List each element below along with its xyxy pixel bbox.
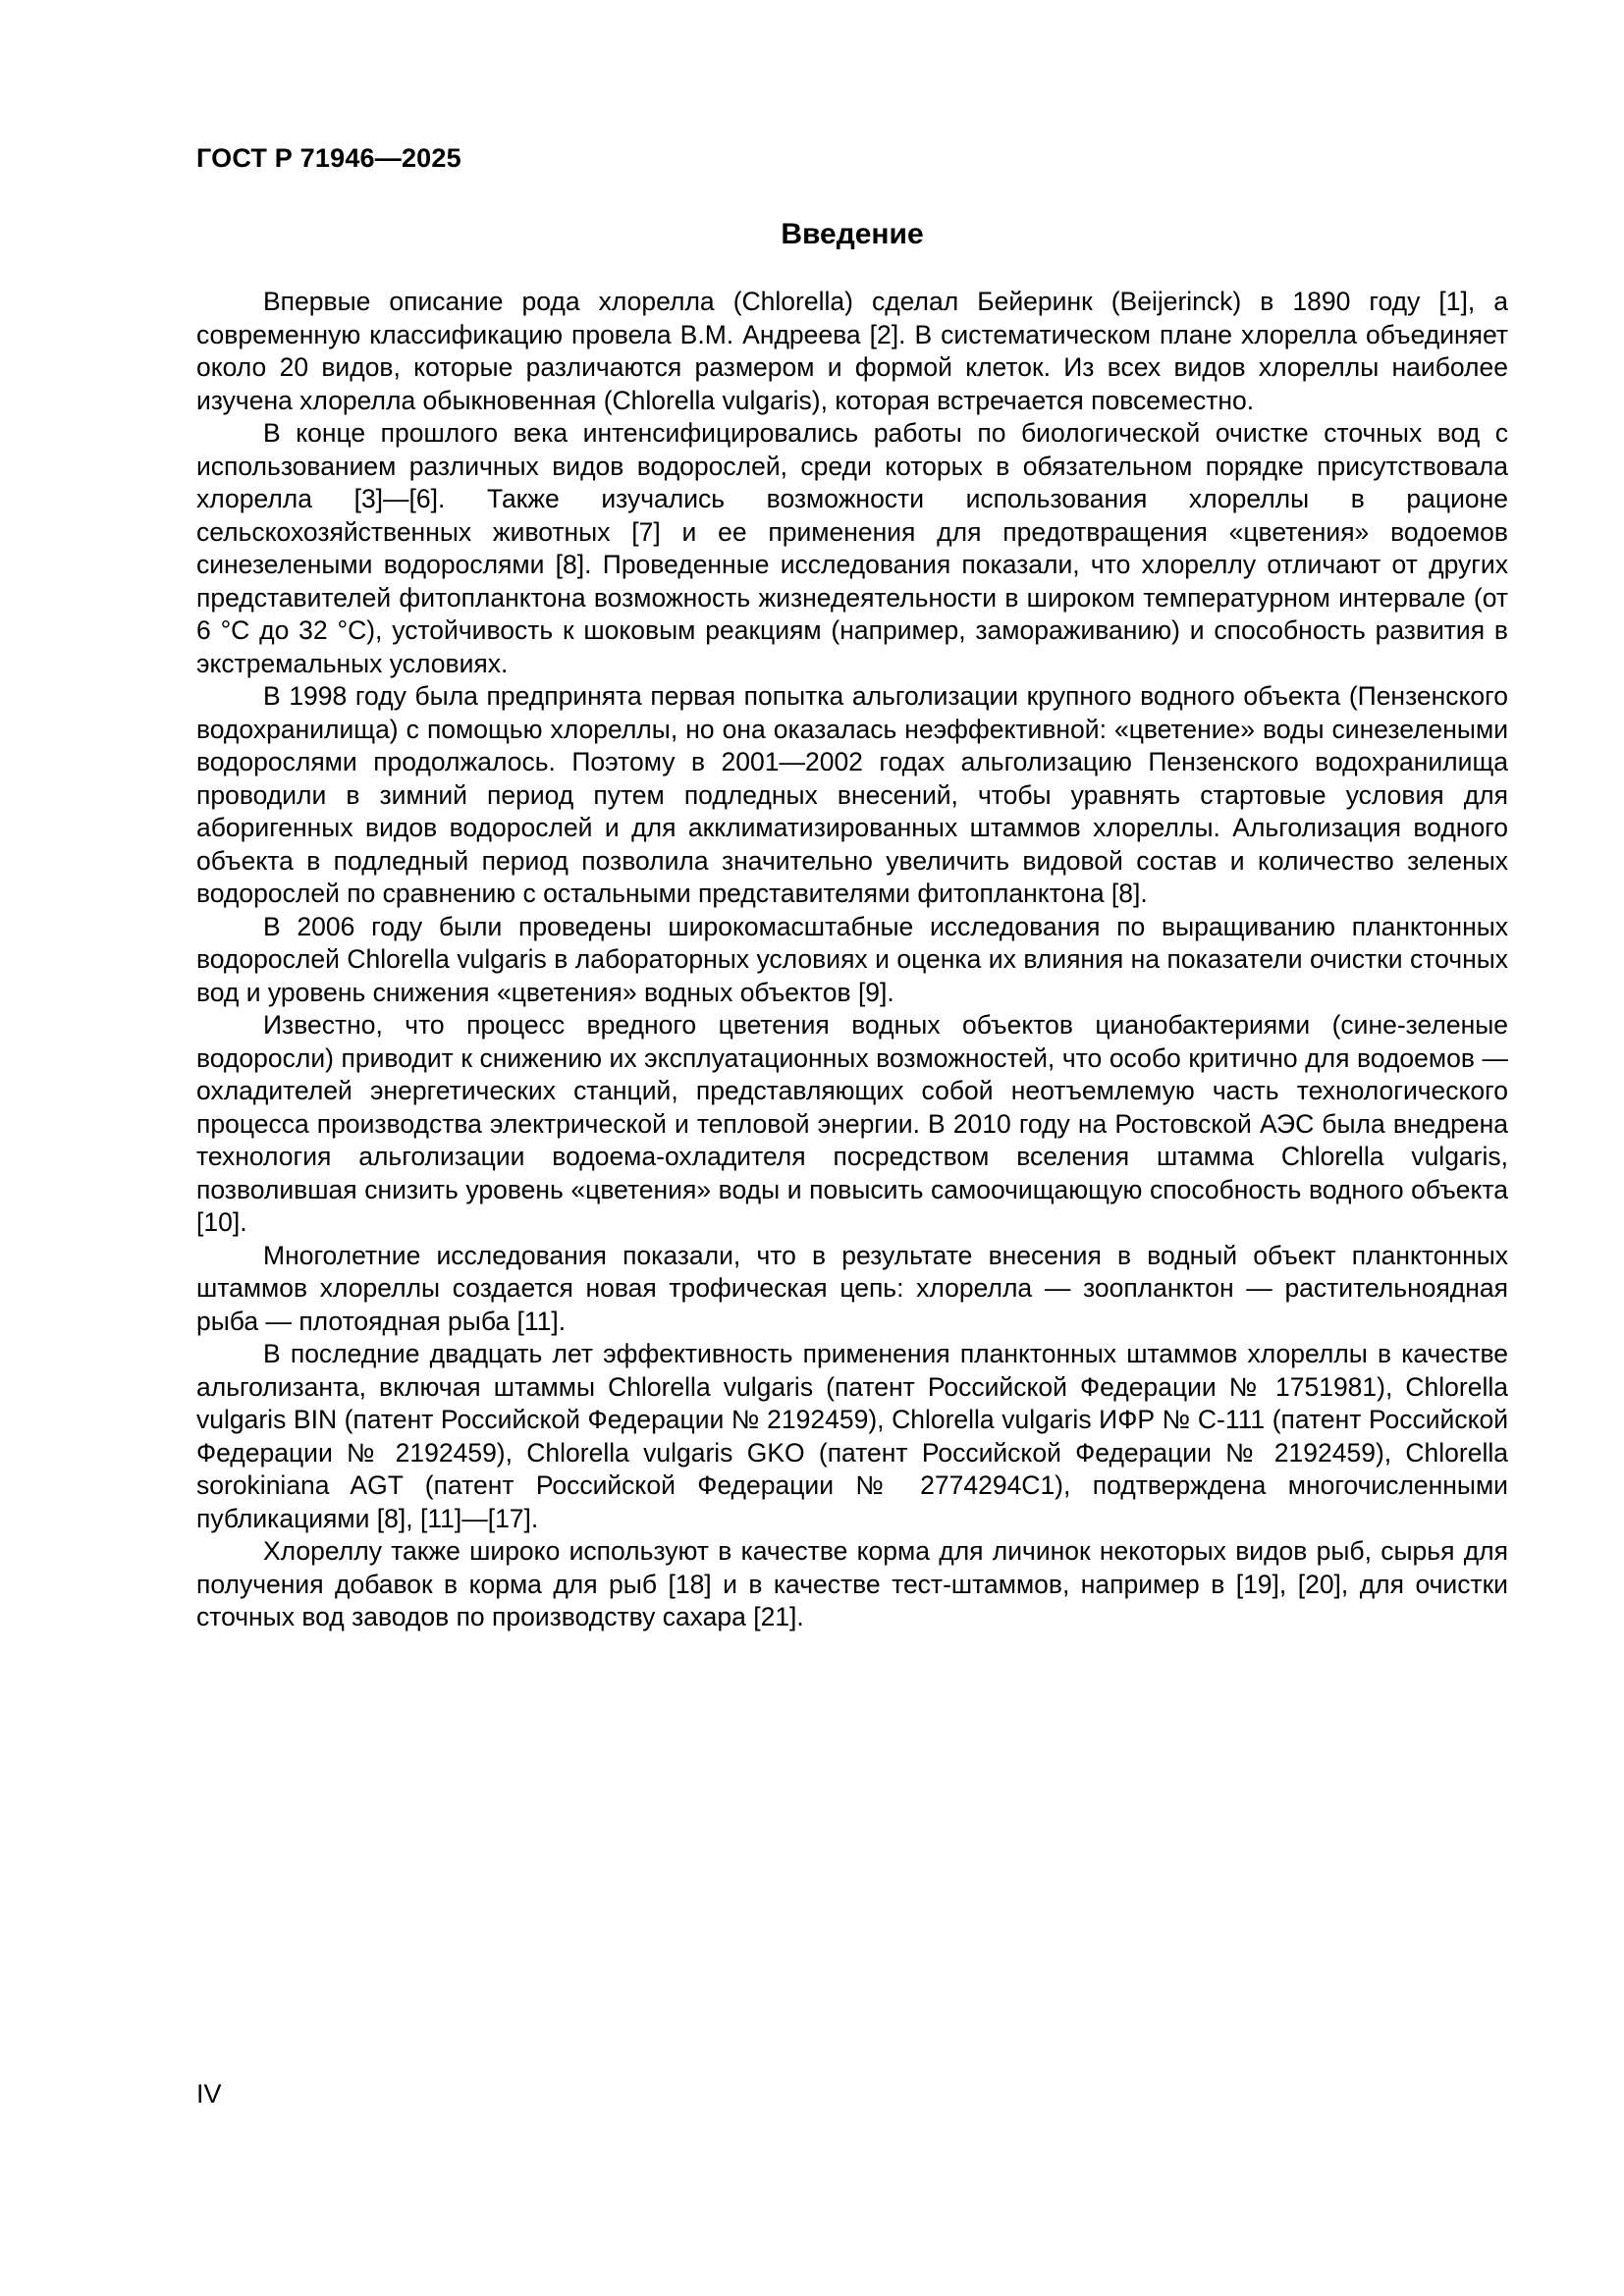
page-number: IV bbox=[196, 2079, 222, 2109]
paragraph-8: Хлореллу также широко используют в качестве корма для личинок некоторых видов рыб, сырья для получения добавок в корма для рыб [18] и в качестве тест-штаммов, например в [19], [20], для очистки сточных вод заводов по производству сахара [21]. bbox=[196, 1536, 1508, 1631]
paragraph-6: Многолетние исследования показали, что в результате внесения в водный объект планктонных штаммов хлореллы создается новая трофическая цепь: хлорелла — зоопланктон — растительноядная рыба — плотоядная рыба [11]. bbox=[196, 1240, 1508, 1336]
document-number: ГОСТ Р 71946—2025 bbox=[196, 143, 461, 173]
paragraph-7: В последние двадцать лет эффективность применения планктонных штаммов хлореллы в качестве альголизанта, включая штаммы Chlorella vulgaris (патент Российской Федерации № 1751981), Chlorella vulgaris BIN (патент Российской Федерации № 2192459), Chlorella vulgaris ИФР № С-111 (патент Российской Федерации № 2192459), Chlorella vulgaris GKO (патент Российской Федерации № 2192459), Chlorella sorokiniana AGT (патент Российской Федерации № 2774294С1), подтверждена многочисленными публикациями [8], [11]—[17]. bbox=[196, 1339, 1508, 1533]
introduction-text bbox=[196, 286, 1508, 1634]
paragraph-1: Впервые описание рода хлорелла (Chlorella) сделал Бейеринк (Beijerinck) в 1890 году [1], а современную классификацию провела В.М. Андреева [2]. В систематическом плане хлорелла объединяет около 20 видов, которые различаются размером и формой клеток. Из всех видов хлореллы наиболее изучена хлорелла обыкновенная (Chlorella vulgaris), которая встречается повсеместно. bbox=[196, 287, 1508, 415]
paragraph-3: В 1998 году была предпринята первая попытка альголизации крупного водного объекта (Пензенского водохранилища) с помощью хлореллы, но она оказалась неэффективной: «цветение» воды синезелеными водорослями продолжалось. Поэтому в 2001—2002 годах альголизацию Пензенского водохранилища проводили в зимний период путем подледных внесений, чтобы уравнять стартовые условия для аборигенных видов водорослей и для акклиматизированных штаммов хлореллы. Альголизация водного объекта в подледный период позволила значительно увеличить видовой состав и количество зеленых водорослей по сравнению с остальными представителями фитопланктона [8]. bbox=[196, 681, 1508, 908]
paragraph-2: В конце прошлого века интенсифицировались работы по биологической очистке сточных вод с использованием различных видов водорослей, среди которых в обязательном порядке присутствовала хлорелла [3]—[6]. Также изучались возможности использования хлореллы в рационе сельскохозяйственных животных [7] и ее применения для предотвращения «цветения» водоемов синезелеными водорослями [8]. Проведенные исследования показали, что хлореллу отличают от других представителей фитопланктона возможность жизнедеятельности в широком температурном интервале (от 6 °С до 32 °С), устойчивость к шоковым реакциям (например, замораживанию) и способность развития в экстремальных условиях. bbox=[196, 418, 1508, 678]
page-title: Введение bbox=[781, 218, 924, 250]
paragraph-4: В 2006 году были проведены широкомасштабные исследования по выращиванию планктонных водорослей Chlorella vulgaris в лабораторных условиях и оценка их влияния на показатели очистки сточных вод и уровень снижения «цветения» водных объектов [9]. bbox=[196, 911, 1508, 1007]
paragraph-5: Известно, что процесс вредного цветения водных объектов цианобактериями (сине-зеленые водоросли) приводит к снижению их эксплуатационных возможностей, что особо критично для водоемов — охладителей энергетических станций, представляющих собой неотъемлемую часть технологического процесса производства электрической и тепловой энергии. В 2010 году на Ростовской АЭС была внедрена технология альголизации водоема-охладителя посредством вселения штамма Chlorella vulgaris, позволившая снизить уровень «цветения» воды и повысить самоочищающую способность водного объекта [10]. bbox=[196, 1010, 1508, 1237]
